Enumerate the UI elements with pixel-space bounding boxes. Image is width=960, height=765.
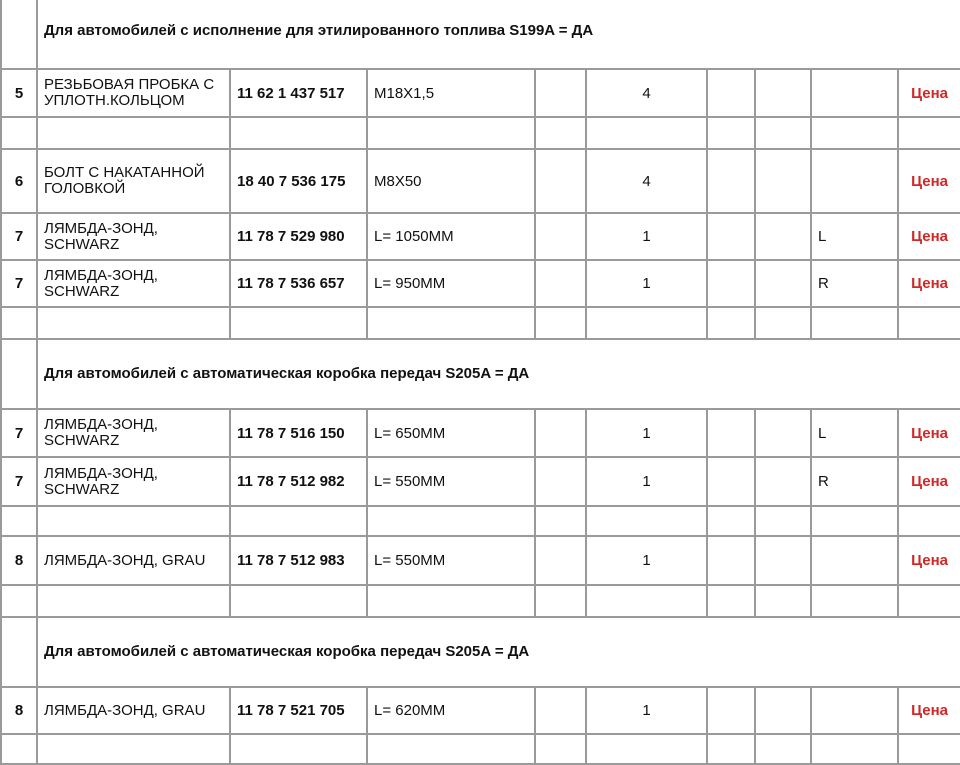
position-number: 5: [1, 69, 37, 117]
empty-cell: [811, 117, 898, 149]
empty-cell: [811, 307, 898, 339]
part-number: 11 62 1 437 517: [230, 69, 367, 117]
part-spec: L= 950MM: [367, 260, 535, 307]
empty-cell: [1, 117, 37, 149]
empty-cell: [586, 734, 707, 764]
empty-cell: [707, 69, 755, 117]
empty-cell: [535, 585, 586, 617]
section-header-row: [1, 339, 960, 409]
empty-cell: [707, 409, 755, 457]
empty-cell: [230, 506, 367, 536]
empty-cell: [755, 734, 811, 764]
price-link[interactable]: Цена: [911, 172, 948, 190]
price-cell: [898, 687, 960, 734]
empty-cell: [898, 117, 960, 149]
empty-cell: [811, 506, 898, 536]
spacer-row: [1, 117, 960, 149]
price-link[interactable]: Цена: [911, 552, 948, 569]
empty-cell: [1, 585, 37, 617]
empty-cell: [535, 409, 586, 457]
position-number: 7: [1, 409, 37, 457]
part-side: L: [811, 213, 898, 260]
part-quantity: 1: [586, 687, 707, 734]
empty-cell: [37, 734, 230, 764]
empty-cell: [707, 585, 755, 617]
part-number: 18 40 7 536 175: [230, 149, 367, 213]
empty-cell: [535, 307, 586, 339]
price-link[interactable]: Цена: [911, 702, 948, 719]
empty-cell: [37, 307, 230, 339]
empty-cell: [755, 457, 811, 506]
price-cell: [898, 457, 960, 506]
part-spec: M8X50: [367, 149, 535, 213]
position-number: 7: [1, 260, 37, 307]
empty-cell: [707, 687, 755, 734]
part-row: [1, 409, 960, 457]
empty-cell: [367, 307, 535, 339]
empty-cell: [1, 307, 37, 339]
part-row: [1, 536, 960, 585]
part-spec: L= 650MM: [367, 409, 535, 457]
empty-cell: [535, 213, 586, 260]
section-header-spacer: [1, 0, 37, 69]
empty-cell: [1, 506, 37, 536]
empty-cell: [707, 307, 755, 339]
empty-cell: [755, 69, 811, 117]
part-number: 11 78 7 521 705: [230, 687, 367, 734]
position-number: 8: [1, 687, 37, 734]
empty-cell: [755, 536, 811, 585]
part-side: L: [811, 409, 898, 457]
part-side: R: [811, 457, 898, 506]
part-quantity: 1: [586, 213, 707, 260]
section-title: Для автомобилей с автоматическая коробка передач S205A = ДА: [37, 617, 960, 687]
price-link[interactable]: Цена: [911, 473, 948, 490]
part-name: ЛЯМБДА-ЗОНД, SCHWARZ: [37, 457, 230, 506]
empty-cell: [1, 734, 37, 764]
empty-cell: [755, 307, 811, 339]
empty-cell: [535, 149, 586, 213]
part-spec: L= 1050MM: [367, 213, 535, 260]
empty-cell: [707, 536, 755, 585]
part-spec: M18X1,5: [367, 69, 535, 117]
section-header-spacer: [1, 339, 37, 409]
empty-cell: [755, 585, 811, 617]
part-quantity: 1: [586, 536, 707, 585]
part-quantity: 4: [586, 149, 707, 213]
empty-cell: [535, 457, 586, 506]
part-number: 11 78 7 529 980: [230, 213, 367, 260]
empty-cell: [755, 687, 811, 734]
position-number: 7: [1, 457, 37, 506]
price-cell: [898, 536, 960, 585]
spacer-row: [1, 307, 960, 339]
empty-cell: [230, 307, 367, 339]
price-cell: [898, 260, 960, 307]
empty-cell: [707, 734, 755, 764]
empty-cell: [898, 734, 960, 764]
part-side: [811, 687, 898, 734]
empty-cell: [755, 117, 811, 149]
section-header-row: [1, 617, 960, 687]
part-row: [1, 69, 960, 117]
part-row: [1, 457, 960, 506]
position-number: 7: [1, 213, 37, 260]
part-number: 11 78 7 512 982: [230, 457, 367, 506]
empty-cell: [755, 506, 811, 536]
price-cell: [898, 213, 960, 260]
empty-cell: [535, 69, 586, 117]
part-quantity: 1: [586, 260, 707, 307]
part-side: [811, 69, 898, 117]
part-row: [1, 687, 960, 734]
part-name: ЛЯМБДА-ЗОНД, GRAU: [37, 687, 230, 734]
part-spec: L= 550MM: [367, 536, 535, 585]
empty-cell: [535, 734, 586, 764]
price-cell: [898, 409, 960, 457]
section-title: Для автомобилей с исполнение для этилированного топлива S199A = ДА: [37, 0, 960, 69]
part-row: [1, 260, 960, 307]
position-number: 6: [1, 149, 37, 213]
empty-cell: [707, 457, 755, 506]
empty-cell: [367, 506, 535, 536]
empty-cell: [898, 506, 960, 536]
part-quantity: 4: [586, 69, 707, 117]
part-side: R: [811, 260, 898, 307]
empty-cell: [230, 734, 367, 764]
empty-cell: [755, 409, 811, 457]
part-name: РЕЗЬБОВАЯ ПРОБКА С УПЛОТН.КОЛЬЦОМ: [37, 69, 230, 117]
price-link[interactable]: Цена: [911, 275, 948, 292]
part-name: ЛЯМБДА-ЗОНД, SCHWARZ: [37, 213, 230, 260]
part-name: ЛЯМБДА-ЗОНД, GRAU: [37, 536, 230, 585]
empty-cell: [898, 307, 960, 339]
empty-cell: [230, 117, 367, 149]
price-cell: [898, 149, 960, 213]
empty-cell: [755, 260, 811, 307]
part-spec: L= 620MM: [367, 687, 535, 734]
part-name: ЛЯМБДА-ЗОНД, SCHWARZ: [37, 409, 230, 457]
empty-cell: [535, 506, 586, 536]
price-link[interactable]: Цена: [911, 228, 948, 245]
spacer-row: [1, 585, 960, 617]
empty-cell: [230, 585, 367, 617]
empty-cell: [707, 117, 755, 149]
part-side: [811, 149, 898, 213]
part-name: ЛЯМБДА-ЗОНД, SCHWARZ: [37, 260, 230, 307]
empty-cell: [37, 585, 230, 617]
empty-cell: [707, 260, 755, 307]
part-side: [811, 536, 898, 585]
part-quantity: 1: [586, 409, 707, 457]
empty-cell: [367, 585, 535, 617]
price-link[interactable]: Цена: [911, 84, 948, 102]
section-header-spacer: [1, 617, 37, 687]
spacer-row: [1, 506, 960, 536]
empty-cell: [755, 213, 811, 260]
spacer-row: [1, 734, 960, 764]
empty-cell: [811, 734, 898, 764]
part-quantity: 1: [586, 457, 707, 506]
empty-cell: [535, 536, 586, 585]
empty-cell: [707, 213, 755, 260]
empty-cell: [755, 149, 811, 213]
empty-cell: [535, 687, 586, 734]
part-name: БОЛТ С НАКАТАННОЙ ГОЛОВКОЙ: [37, 149, 230, 213]
empty-cell: [586, 307, 707, 339]
empty-cell: [898, 585, 960, 617]
section-header-row: [1, 0, 960, 69]
empty-cell: [707, 149, 755, 213]
empty-cell: [367, 117, 535, 149]
part-spec: L= 550MM: [367, 457, 535, 506]
empty-cell: [586, 506, 707, 536]
position-number: 8: [1, 536, 37, 585]
part-row: [1, 213, 960, 260]
part-number: 11 78 7 516 150: [230, 409, 367, 457]
empty-cell: [535, 260, 586, 307]
empty-cell: [811, 585, 898, 617]
empty-cell: [535, 117, 586, 149]
empty-cell: [707, 506, 755, 536]
part-number: 11 78 7 512 983: [230, 536, 367, 585]
empty-cell: [367, 734, 535, 764]
section-title: Для автомобилей с автоматическая коробка передач S205A = ДА: [37, 339, 960, 409]
empty-cell: [37, 117, 230, 149]
empty-cell: [586, 585, 707, 617]
empty-cell: [586, 117, 707, 149]
empty-cell: [37, 506, 230, 536]
part-row: [1, 149, 960, 213]
price-link[interactable]: Цена: [911, 424, 948, 442]
price-cell: [898, 69, 960, 117]
part-number: 11 78 7 536 657: [230, 260, 367, 307]
